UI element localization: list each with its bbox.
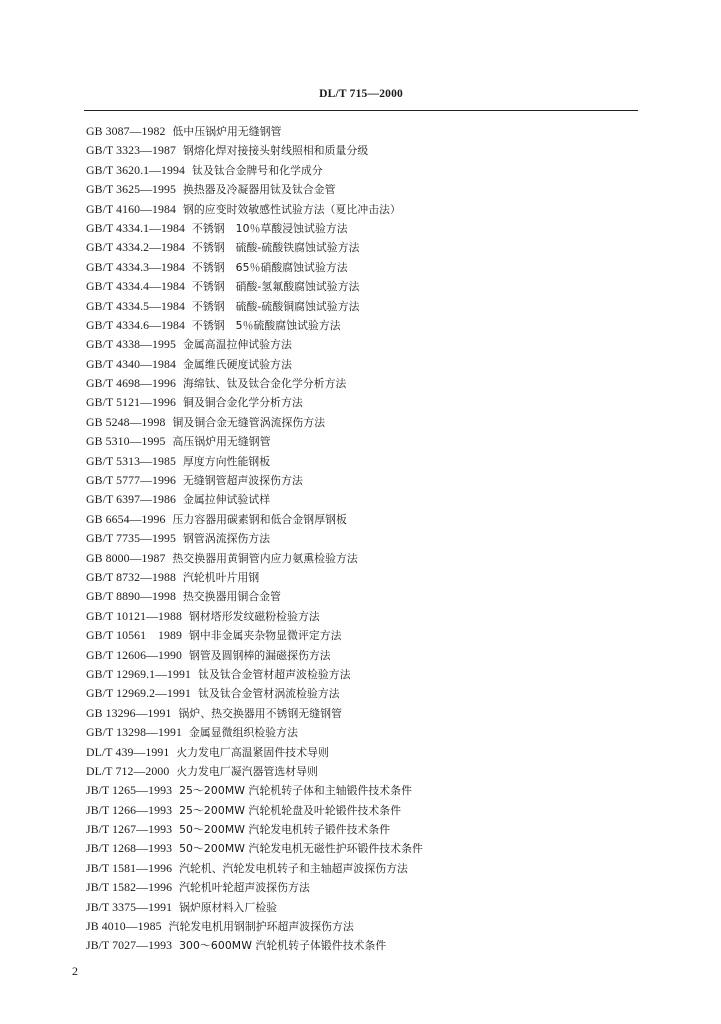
standard-title: 压力容器用碳素钢和低合金钢厚钢板 [172, 512, 347, 526]
reference-item [86, 432, 646, 451]
standard-title: 钛及钛合金管材涡流检验方法 [198, 687, 340, 701]
standard-number: GB/T 10121—1988 [86, 608, 182, 623]
reference-item [86, 781, 646, 800]
normative-references-list [86, 122, 646, 956]
standard-number: DL/T 712—2000 [86, 763, 170, 778]
standard-number: GB/T 8890—1998 [86, 589, 176, 604]
reference-item [86, 743, 646, 762]
standard-title: 汽轮发电机用钢制护环超声波探伤方法 [168, 920, 354, 934]
reference-item [86, 219, 646, 238]
standard-title: 锅炉、热交换器用不锈钢无缝钢管 [178, 706, 342, 720]
standard-title: 金属显微组织检验方法 [189, 726, 298, 740]
standard-number: GB/T 4334.6—1984 [86, 317, 186, 332]
standard-number: JB/T 1268—1993 [86, 841, 173, 856]
reference-item [86, 704, 646, 723]
standard-title: 金属维氏硬度试验方法 [183, 357, 292, 371]
page-header [0, 88, 721, 108]
reference-item [86, 839, 646, 858]
reference-item [86, 200, 646, 219]
standard-title: 25～200MW 汽轮机轮盘及叶轮锻件技术条件 [179, 803, 402, 817]
reference-item [86, 878, 646, 897]
standard-title: 钢中非金属夹杂物显微评定方法 [189, 629, 342, 643]
standard-number: GB/T 4334.5—1984 [86, 298, 186, 313]
reference-item [86, 316, 646, 335]
reference-item [86, 452, 646, 471]
standard-number: GB/T 4334.4—1984 [86, 279, 186, 294]
standard-title: 金属高温拉伸试验方法 [183, 338, 292, 352]
standard-title: 铜及铜合金无缝管涡流探伤方法 [172, 415, 326, 429]
reference-item [86, 180, 646, 199]
standard-title: 金属拉伸试验试样 [183, 493, 271, 507]
standard-number: JB/T 1581—1996 [86, 860, 173, 875]
standard-number: GB 3087—1982 [86, 124, 166, 138]
standard-number: GB/T 4340—1984 [86, 356, 176, 371]
standard-title: 热交换器用黄铜管内应力氨熏检验方法 [172, 551, 358, 565]
standard-number: GB/T 3620.1—1994 [86, 162, 186, 177]
standard-number: GB 5248—1998 [86, 414, 166, 429]
standard-title: 300～600MW 汽轮机转子体锻件技术条件 [179, 939, 387, 953]
standard-title: 钢管及圆钢棒的漏磁探伤方法 [189, 648, 331, 662]
reference-item [86, 393, 646, 412]
reference-item [86, 936, 646, 955]
standard-number: GB/T 5313—1985 [86, 453, 176, 468]
reference-item [86, 859, 646, 878]
standard-title: 不锈钢 硫酸-硫酸铁腐蚀试验方法 [192, 241, 360, 255]
standard-title: 不锈钢 10％草酸浸蚀试验方法 [192, 221, 348, 235]
standard-number: GB/T 7735—1995 [86, 531, 176, 546]
standard-number: DL/T 439—1991 [86, 744, 170, 759]
reference-item [86, 665, 646, 684]
standard-title: 铜及铜合金化学分析方法 [183, 396, 303, 410]
standard-title: 不锈钢 硫酸-硫酸铜腐蚀试验方法 [192, 299, 360, 313]
standard-title: 火力发电厂高温紧固件技术导则 [176, 745, 329, 759]
standard-number: GB/T 4334.1—1984 [86, 220, 186, 235]
standard-title: 换热器及冷凝器用钛及钛合金管 [183, 183, 336, 197]
reference-item [86, 238, 646, 257]
standard-title: 汽轮机叶轮超声波探伤方法 [179, 881, 310, 895]
standard-title: 汽轮机叶片用钢 [183, 570, 260, 584]
standard-number: GB/T 4334.3—1984 [86, 259, 186, 274]
standard-number: GB 6654—1996 [86, 511, 166, 526]
standard-code: DL/T 715—2000 [319, 88, 403, 100]
standard-number: GB/T 13298—1991 [86, 725, 182, 740]
reference-item [86, 568, 646, 587]
standard-number: GB/T 3323—1987 [86, 143, 176, 158]
reference-item [86, 297, 646, 316]
standard-number: GB/T 5121—1996 [86, 395, 176, 410]
standard-number: GB 13296—1991 [86, 705, 172, 720]
standard-title: 高压锅炉用无缝钢管 [172, 435, 271, 449]
standard-title: 海绵钛、钛及钛合金化学分析方法 [183, 377, 347, 391]
standard-title: 不锈钢 65％硝酸腐蚀试验方法 [192, 260, 348, 274]
page-number: 2 [72, 964, 78, 978]
standard-number: JB/T 1267—1993 [86, 822, 173, 837]
reference-item [86, 277, 646, 296]
standard-number: GB/T 10561 1989 [86, 628, 182, 643]
reference-item [86, 607, 646, 626]
reference-item [86, 587, 646, 606]
standard-title: 钢的应变时效敏感性试验方法（夏比冲击法） [183, 202, 401, 216]
standard-title: 热交换器用铜合金管 [183, 590, 282, 604]
standard-title: 钢熔化焊对接接头射线照相和质量分级 [183, 144, 369, 158]
standard-number: JB 4010—1985 [86, 919, 162, 934]
reference-item [86, 898, 646, 917]
standard-number: GB/T 12969.1—1991 [86, 666, 192, 681]
reference-item [86, 801, 646, 820]
standard-title: 50～200MW 汽轮发电机转子锻件技术条件 [179, 823, 391, 837]
standard-number: GB/T 4160—1984 [86, 201, 176, 216]
standard-number: GB/T 12606—1990 [86, 647, 182, 662]
reference-item [86, 374, 646, 393]
standard-number: JB/T 1265—1993 [86, 783, 173, 798]
reference-item [86, 471, 646, 490]
reference-item [86, 626, 646, 645]
standard-number: GB/T 4338—1995 [86, 337, 176, 352]
reference-item [86, 122, 646, 141]
reference-item [86, 510, 646, 529]
standard-number: GB/T 8732—1988 [86, 569, 176, 584]
standard-title: 钛及钛合金牌号和化学成分 [192, 163, 323, 177]
reference-item [86, 723, 646, 742]
standard-number: GB/T 12969.2—1991 [86, 686, 192, 701]
reference-item [86, 413, 646, 432]
reference-item [86, 258, 646, 277]
standard-title: 钢管涡流探伤方法 [183, 532, 271, 546]
reference-item [86, 335, 646, 354]
standard-title: 火力发电厂凝汽器管选材导则 [176, 764, 319, 778]
standard-title: 不锈钢 硝酸-氢氟酸腐蚀试验方法 [192, 280, 360, 294]
standard-number: GB/T 6397—1986 [86, 492, 176, 507]
standard-number: JB/T 7027—1993 [86, 938, 173, 953]
reference-item [86, 646, 646, 665]
standard-number: JB/T 3375—1991 [86, 899, 173, 914]
standard-title: 25～200MW 汽轮机转子体和主轴锻件技术条件 [179, 784, 412, 798]
standard-title: 厚度方向性能钢板 [183, 454, 271, 468]
reference-item [86, 355, 646, 374]
reference-item [86, 762, 646, 781]
reference-item [86, 490, 646, 509]
standard-title: 不锈钢 5％硫酸腐蚀试验方法 [192, 318, 341, 332]
standard-title: 50～200MW 汽轮发电机无磁性护环锻件技术条件 [179, 842, 423, 856]
standard-title: 汽轮机、汽轮发电机转子和主轴超声波探伤方法 [179, 861, 408, 875]
reference-item [86, 161, 646, 180]
standard-title: 无缝钢管超声波探伤方法 [183, 474, 303, 488]
reference-item [86, 820, 646, 839]
standard-title: 锅炉原材料入厂检验 [179, 900, 278, 914]
standard-number: GB/T 3625—1995 [86, 182, 176, 197]
standard-number: GB/T 4334.2—1984 [86, 240, 186, 255]
standard-title: 钢材塔形发纹磁粉检验方法 [189, 609, 320, 623]
standard-number: GB 8000—1987 [86, 550, 166, 565]
standard-number: GB 5310—1995 [86, 434, 166, 449]
reference-item [86, 684, 646, 703]
standard-number: JB/T 1582—1996 [86, 880, 173, 895]
reference-item [86, 529, 646, 548]
standard-title: 低中压锅炉用无缝钢管 [172, 125, 282, 138]
header-rule [84, 110, 638, 111]
reference-item [86, 917, 646, 936]
standard-title: 钛及钛合金管材超声波检验方法 [198, 667, 351, 681]
standard-number: GB/T 5777—1996 [86, 473, 176, 488]
reference-item [86, 549, 646, 568]
standard-number: JB/T 1266—1993 [86, 802, 173, 817]
standard-number: GB/T 4698—1996 [86, 376, 176, 391]
reference-item [86, 141, 646, 160]
